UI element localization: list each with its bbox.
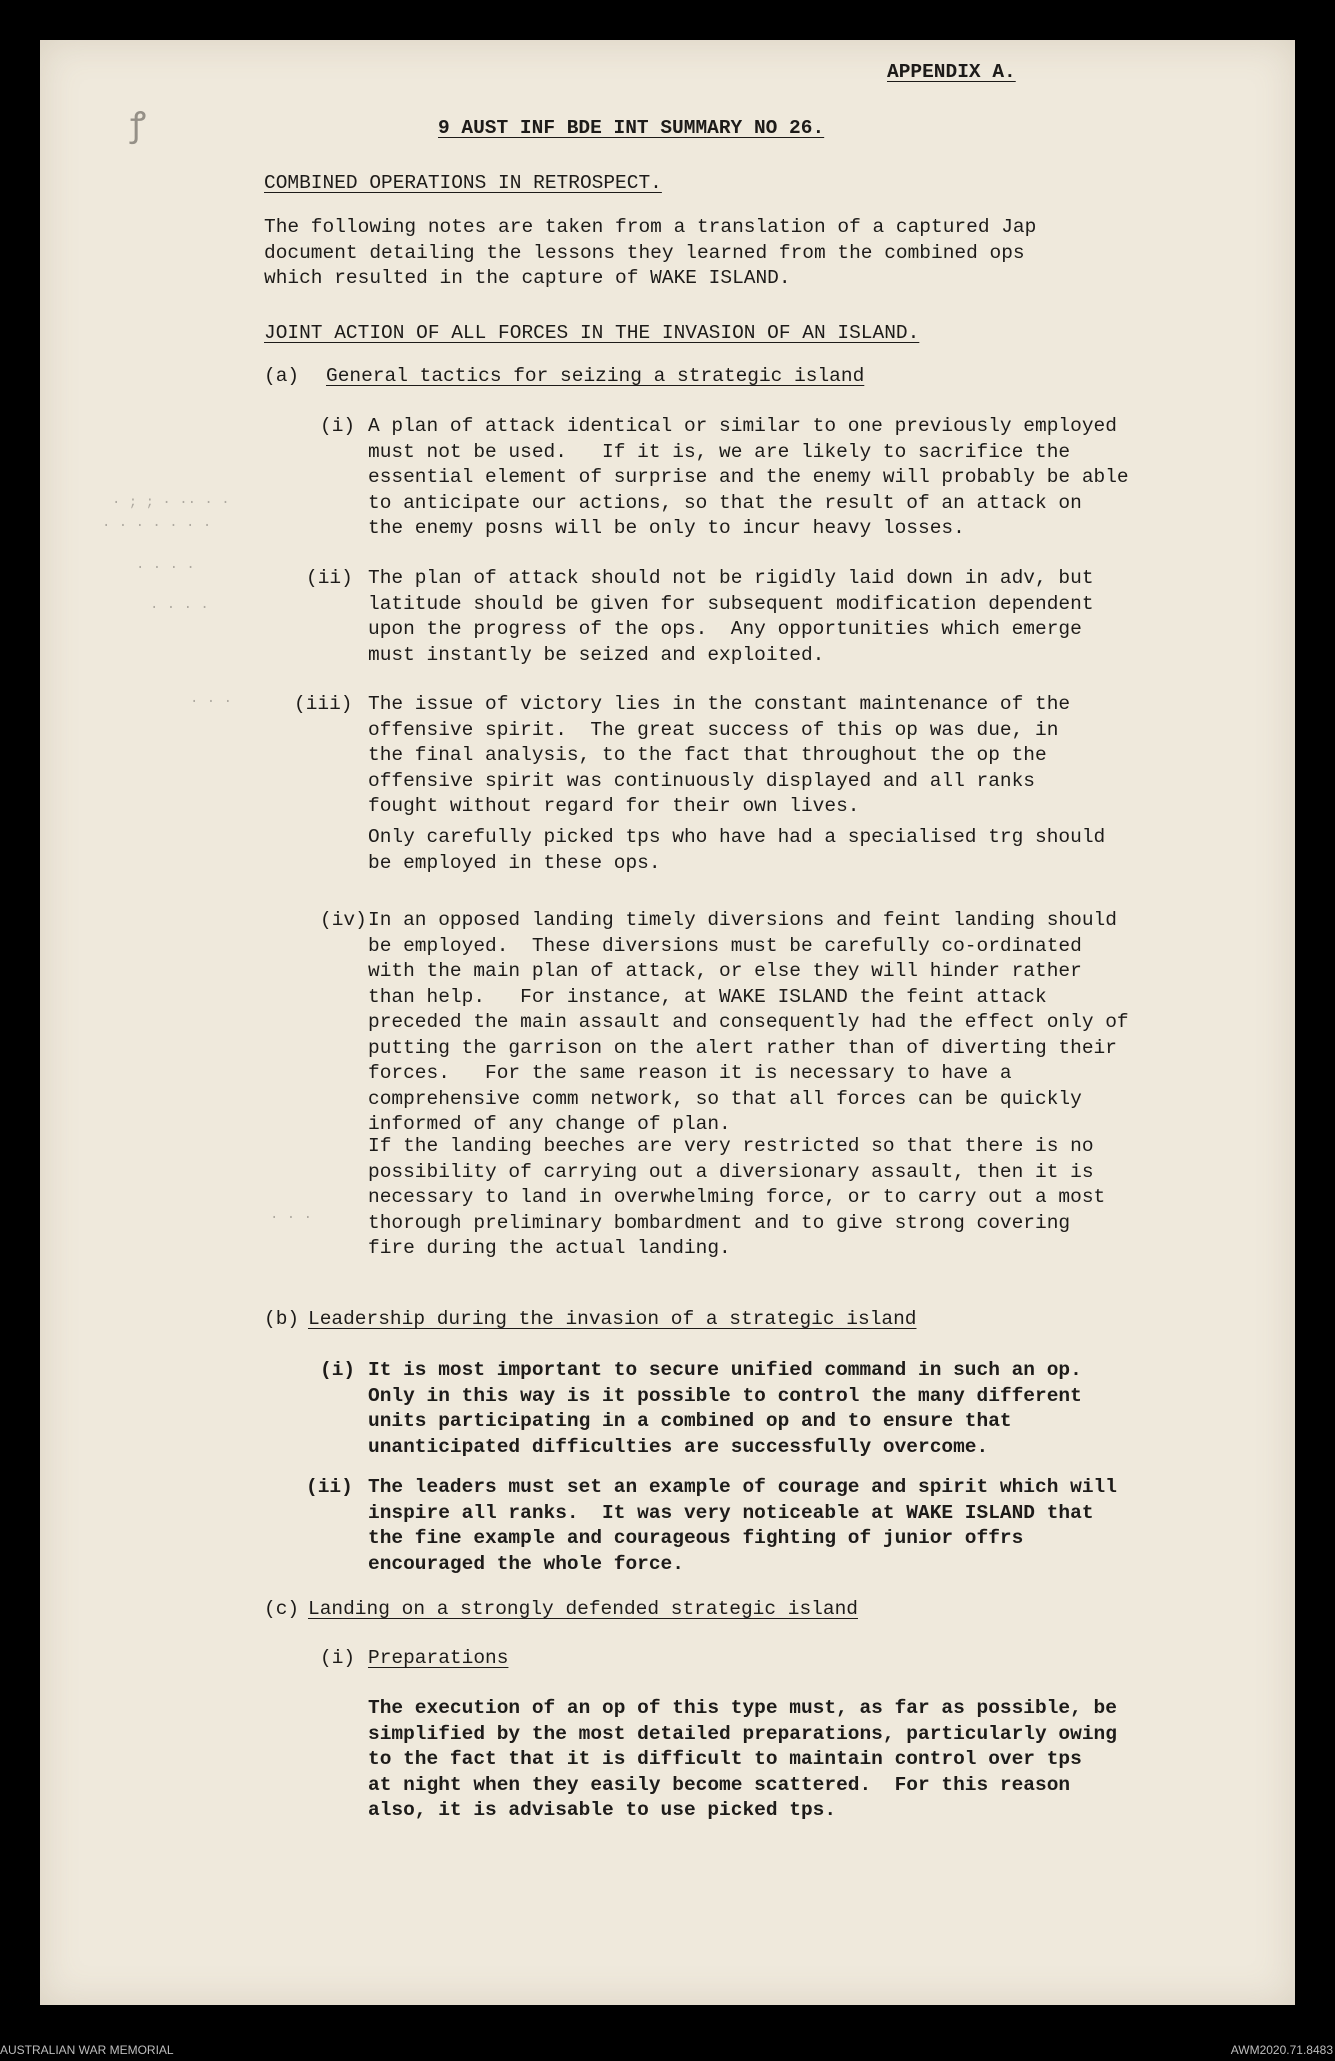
item-line: units participating in a combined op and to ensure that xyxy=(368,1410,1012,1432)
item-line: to anticipate our actions, so that the result of an attack on xyxy=(368,491,1082,514)
item-line: necessary to land in overwhelming force, or to carry out a most xyxy=(368,1186,1106,1208)
item-line: thorough preliminary bombardment and to give strong covering xyxy=(368,1211,1071,1234)
item-line: putting the garrison on the alert rather than of diverting their xyxy=(368,1036,1117,1059)
paragraph-line: at night when they easily become scattered. For this reason xyxy=(368,1773,1071,1796)
item-number: (ii) xyxy=(306,1476,353,1498)
bleed-through-marks: · · · · · · · xyxy=(102,518,212,534)
item-line: Only in this way is it possible to control the many different xyxy=(368,1384,1082,1407)
item-line: comprehensive comm network, so that all forces can be quickly xyxy=(368,1087,1082,1110)
appendix-label: APPENDIX A. xyxy=(887,61,1016,83)
item-line: preceded the main assault and consequently had the effect only of xyxy=(368,1011,1129,1033)
item-line: essential element of surprise and the enemy will probably be able xyxy=(368,466,1129,488)
item-line: unanticipated difficulties are successfully overcome. xyxy=(368,1435,989,1458)
intro-line: document detailing the lessons they learned from the combined ops xyxy=(264,241,1025,264)
section-a-heading: General tactics for seizing a strategic island xyxy=(326,365,865,387)
intro-line: which resulted in the capture of WAKE ISLAND. xyxy=(264,267,791,289)
paragraph-line: also, it is advisable to use picked tps. xyxy=(368,1799,837,1821)
section-heading: COMBINED OPERATIONS IN RETROSPECT. xyxy=(264,172,662,194)
bleed-through-marks: · ; ; · ·· · · xyxy=(112,495,230,511)
section-c-sub-number: (i) xyxy=(320,1647,356,1669)
item-number: (ii) xyxy=(306,567,353,589)
item-line: upon the progress of the ops. Any opportunities which emerge xyxy=(368,618,1082,640)
page-title: 9 AUST INF BDE INT SUMMARY NO 26. xyxy=(438,117,825,139)
joint-action-heading: JOINT ACTION OF ALL FORCES IN THE INVASION OF AN ISLAND. xyxy=(264,322,920,344)
bleed-through-marks: · · · · xyxy=(150,600,209,616)
item-line: If the landing beeches are very restricted so that there is no xyxy=(368,1135,1094,1157)
section-c-heading: Landing on a strongly defended strategic island xyxy=(308,1598,858,1620)
section-a-label: (a) xyxy=(264,365,300,387)
item-number: (i) xyxy=(320,415,356,437)
item-line: possibility of carrying out a diversionary assault, then it is xyxy=(368,1160,1094,1183)
item-line: encouraged the whole force. xyxy=(368,1552,684,1575)
item-line: offensive spirit was continuously displayed and all ranks xyxy=(368,769,1036,792)
footer-accession-number: AWM2020.71.8483 xyxy=(1230,2043,1333,2057)
item-line: than help. For instance, at WAKE ISLAND the feint attack xyxy=(368,985,1047,1008)
paragraph-line: to the fact that it is difficult to maintain control over tps xyxy=(368,1748,1082,1770)
ink-mark: ꝭ xyxy=(130,109,147,147)
item-line: forces. For the same reason it is necessary to have a xyxy=(368,1062,1012,1084)
item-line: the fine example and courageous fighting of junior offrs xyxy=(368,1527,1024,1549)
item-line: informed of any change of plan. xyxy=(368,1113,731,1135)
item-line: the final analysis, to the fact that throughout the op the xyxy=(368,744,1047,766)
item-line: inspire all ranks. It was very noticeable at WAKE ISLAND that xyxy=(368,1501,1094,1524)
item-line: A plan of attack identical or similar to one previously employed xyxy=(368,415,1117,437)
bleed-through-marks: · · · · xyxy=(136,560,195,576)
paragraph-line: simplified by the most detailed preparations, particularly owing xyxy=(368,1722,1117,1745)
item-line: must not be used. If it is, we are likely to sacrifice the xyxy=(368,440,1071,463)
section-c-sub-heading: Preparations xyxy=(368,1647,509,1669)
intro-line: The following notes are taken from a translation of a captured Jap xyxy=(264,216,1037,238)
section-b-label: (b) xyxy=(264,1308,300,1330)
item-number: (i) xyxy=(320,1359,356,1381)
footer-institution: AUSTRALIAN WAR MEMORIAL xyxy=(0,2043,174,2057)
item-line: latitude should be given for subsequent modification dependent xyxy=(368,592,1094,615)
item-line: must instantly be seized and exploited. xyxy=(368,643,825,666)
paragraph-line: The execution of an op of this type must, as far as possible, be xyxy=(368,1697,1117,1719)
item-line: the enemy posns will be only to incur heavy losses. xyxy=(368,517,965,539)
section-c-label: (c) xyxy=(264,1598,300,1620)
bleed-through-marks: · · · xyxy=(270,1210,313,1226)
item-line: with the main plan of attack, or else they will hinder rather xyxy=(368,960,1082,982)
item-number: (iii) xyxy=(294,693,353,715)
document-page xyxy=(40,40,1295,2005)
item-line: fire during the actual landing. xyxy=(368,1237,731,1259)
item-line: be employed. These diversions must be carefully co-ordinated xyxy=(368,934,1082,957)
item-line: It is most important to secure unified command in such an op. xyxy=(368,1359,1082,1381)
bleed-through-marks: · · · xyxy=(190,694,233,710)
item-line: The plan of attack should not be rigidly laid down in adv, but xyxy=(368,567,1094,589)
item-line: fought without regard for their own lives. xyxy=(368,795,860,817)
item-line: The leaders must set an example of courage and spirit which will xyxy=(368,1476,1117,1498)
section-b-heading: Leadership during the invasion of a strategic island xyxy=(308,1308,917,1330)
item-number: (iv) xyxy=(320,909,367,931)
item-line: be employed in these ops. xyxy=(368,851,661,874)
item-line: Only carefully picked tps who have had a specialised trg should xyxy=(368,826,1106,848)
item-line: The issue of victory lies in the constant maintenance of the xyxy=(368,693,1071,715)
item-line: In an opposed landing timely diversions and feint landing should xyxy=(368,909,1117,931)
item-line: offensive spirit. The great success of this op was due, in xyxy=(368,718,1059,741)
